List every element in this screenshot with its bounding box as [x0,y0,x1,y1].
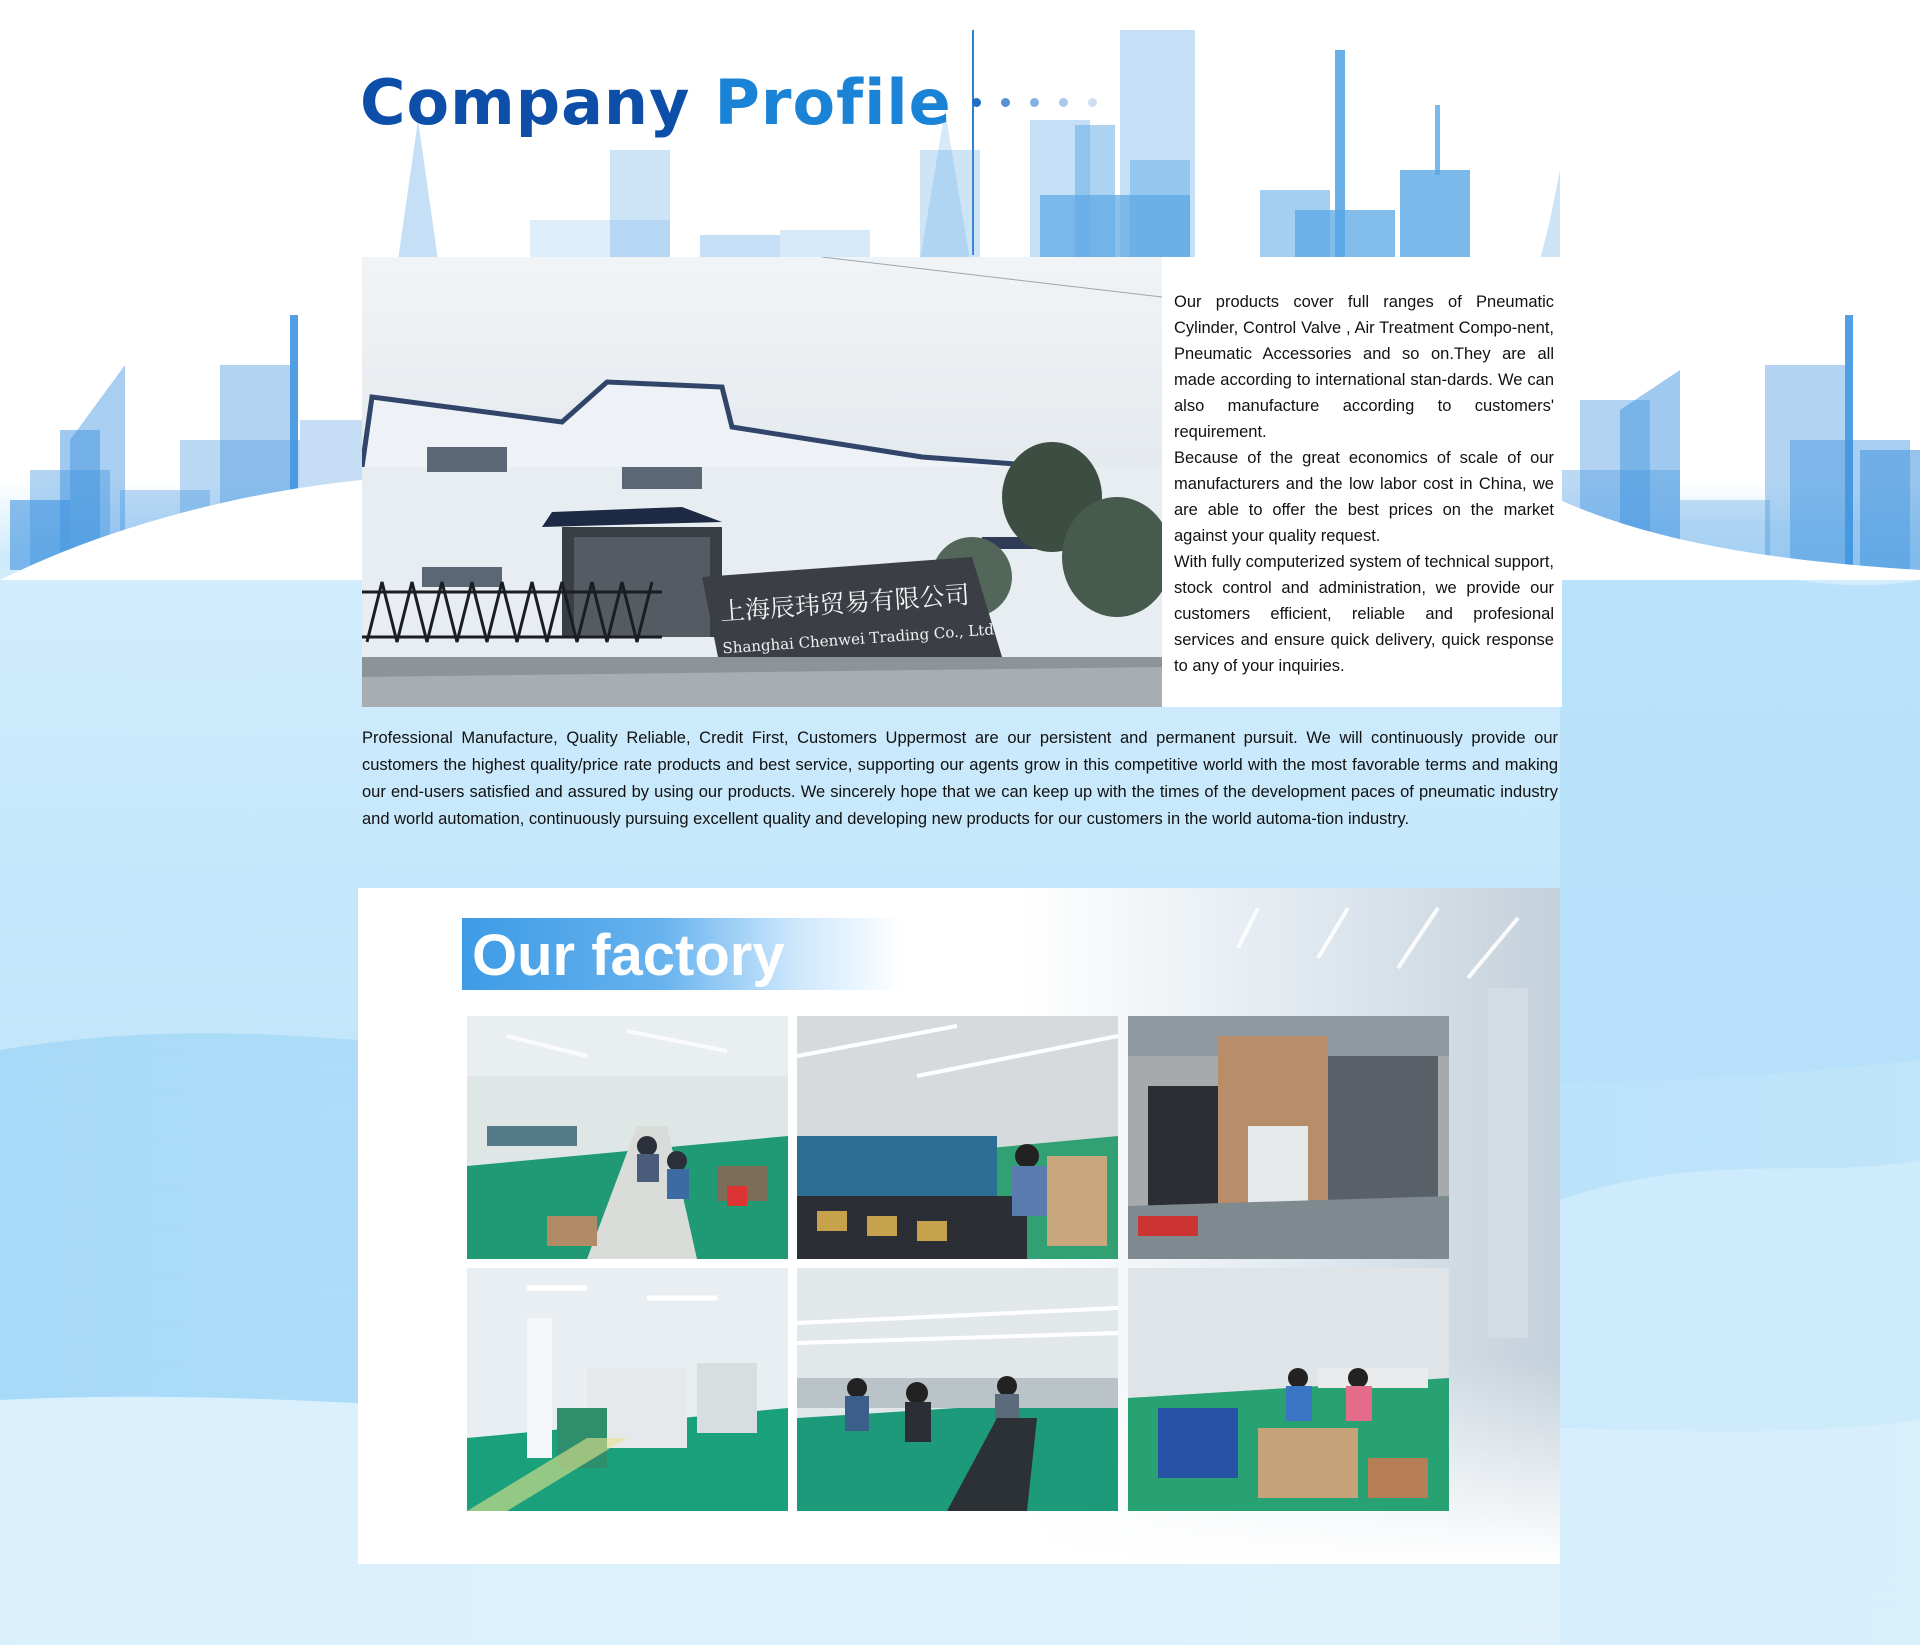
sign-text-en: Shanghai Chenwei Trading Co., Ltd. [721,620,1000,658]
factory-photo-smt-machine [467,1268,788,1511]
intro-card [362,257,1562,707]
title-dots-decoration [972,98,1097,107]
factory-photo-packing-area [1128,1268,1449,1511]
intro-paragraph: Because of the great economics of scale of our manufacturers and the low labor cost in China, we are able to offer the best prices on the market against your quality request. [1174,449,1554,545]
factory-heading: Our factory [472,923,785,988]
intro-text [1174,289,1554,679]
factory-photo-assembly-line [467,1016,788,1259]
mission-statement: Professional Manufacture, Quality Reliable, Credit First, Customers Uppermost are our persistent and permanent pursuit. We will continuously provide our customers the highest quality/price rate products and best service, supporting our agents grow in this competitive world with the most favorable terms and making our end-users satisfied and assured by using our products. We sincerely hope that we can keep up with the times of the development paces of pneumatic industry and world automation, continuously pursuing excellent quality and developing new products for our customers in the world automa-tion industry. [362,729,1558,828]
sign-text-cn: 上海辰玮贸易有限公司 [719,580,971,627]
title-word-company: Company [360,65,691,139]
factory-photo-workbench-line [797,1268,1118,1511]
intro-paragraph: Our products cover full ranges of Pneumatic Cylinder, Control Valve , Air Treatment Compo-nent, Pneumatic Accessories and so on.They are all made according to international stan-dards. We can also manufacture according to customers' requirement. [1174,293,1554,441]
city-skyline-left [0,300,362,580]
factory-heading-banner [462,918,902,990]
title-word-profile: Profile [714,65,952,139]
page-title [360,62,1097,142]
city-skyline-right [1560,300,1920,580]
factory-section [358,888,1560,1564]
company-building-photo [362,257,1162,707]
intro-paragraph: With fully computerized system of technical support, stock control and administration, we provide our customers efficient, reliable and profesional services and ensure quick delivery, quick response to any of your inquiries. [1174,553,1554,675]
factory-photo-press-machine [1128,1016,1449,1259]
factory-photo-component-sorting [797,1016,1118,1259]
